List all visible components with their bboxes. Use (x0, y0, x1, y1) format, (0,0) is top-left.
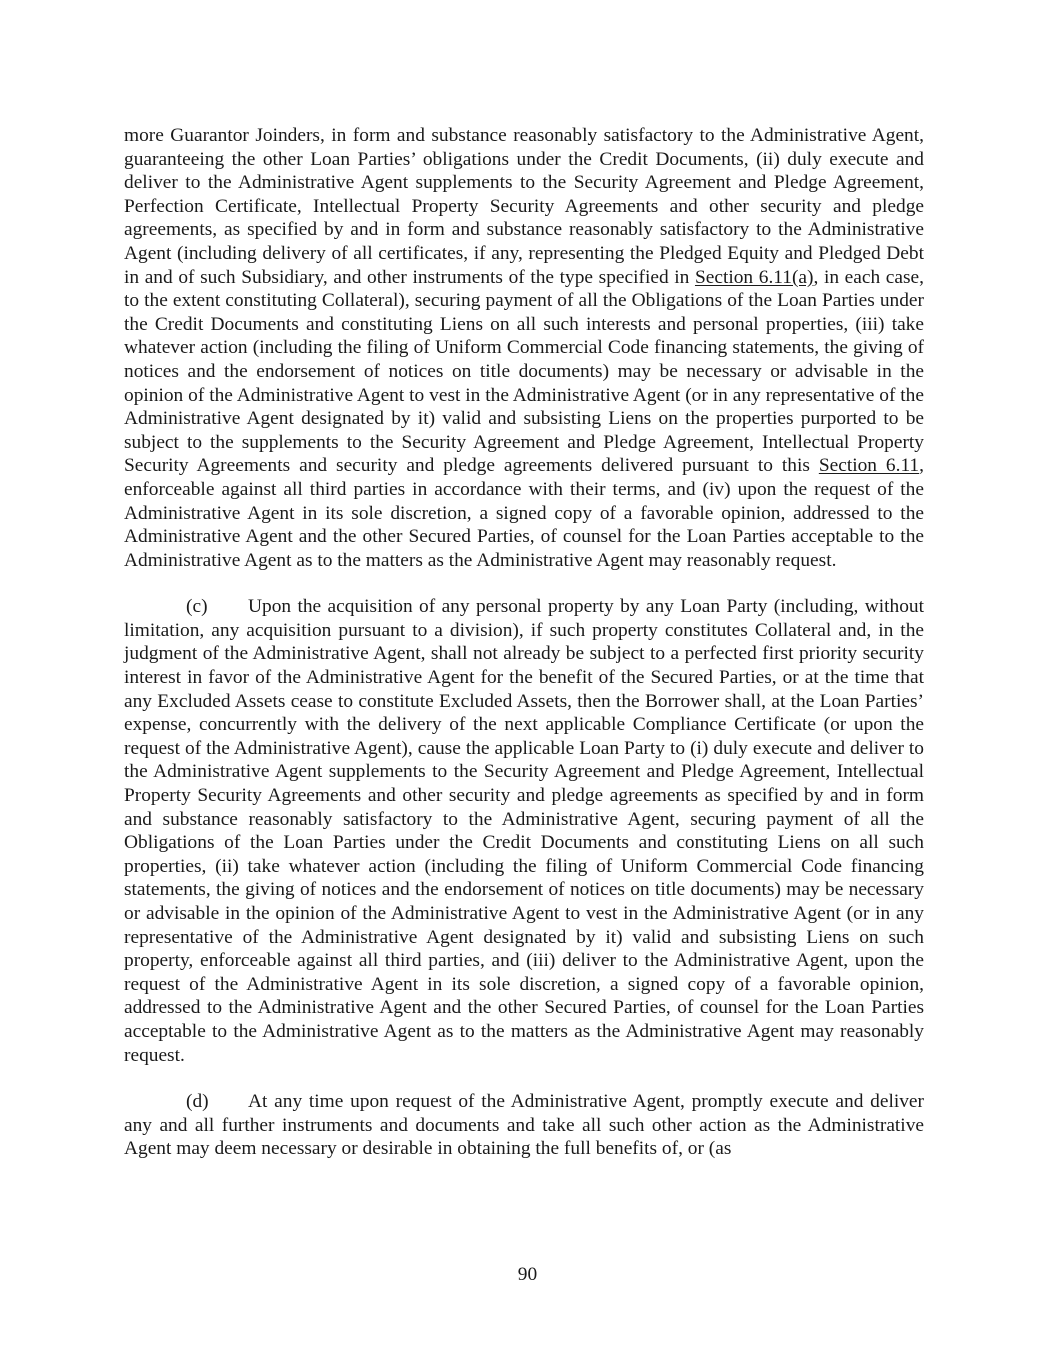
paragraph-c (124, 595, 924, 1067)
section-reference-6-11-a: Section 6.11(a) (694, 266, 814, 288)
paragraph-d (124, 1090, 924, 1161)
paragraph-b-continuation (124, 124, 924, 572)
paragraph-text: At any time upon request of the Administrative Agent, promptly execute and deliver any and all further instruments and documents and take all such other action as the Administrative Agent may deem necessary or desirable in obtaining the full benefits of, or (as (124, 1091, 924, 1160)
document-page (124, 124, 924, 1184)
paragraph-text: more Guarantor Joinders, in form and substance reasonably satisfactory to the Administrative Agent, guaranteeing the other Loan Parties’ obligations under the Credit Documents, (ii) duly execute and deliver to the Administrative Agent supplements to the Security Agreement and Pledge Agreement, Perfection Certificate, Intellectual Property Security Agreements and other security and pledge agreements, as specified by and in form and substance reasonably satisfactory to the Administrative Agent (including delivery of all certificates, if any, representing the Pledged Equity and Pledged Debt in and of such Subsidiary, and other instruments of the type specified in (124, 125, 924, 288)
paragraph-text: , enforceable against all third parties in accordance with their terms, and (iv) upon the request of the Administrative Agent in its sole discretion, a signed copy of a favorable opinion, addressed to the Administrative Agent and the other Secured Parties, of counsel for the Loan Parties acceptable to the Administrative Agent as to the matters as the Administrative Agent may reasonably request. (124, 455, 924, 571)
page-number: 90 (517, 1264, 538, 1285)
section-reference-6-11: Section 6.11 (818, 455, 920, 477)
paragraph-label-c: (c) (186, 596, 208, 618)
paragraph-label-d: (d) (186, 1091, 209, 1113)
paragraph-text: , in each case, to the extent constituting Collateral), securing payment of all the Obligations of the Loan Parties under the Credit Documents and constituting Liens on all such interests and personal properties, (iii) take whatever action (including the filing of Uniform Commercial Code financing statements, the giving of notices and the endorsement of notices on title documents) may be necessary or advisable in the opinion of the Administrative Agent to vest in the Administrative Agent (or in any representative of the Administrative Agent designated by it) valid and subsisting Liens on the properties purported to be subject to the supplements to the Security Agreement and Pledge Agreement, Intellectual Property Security Agreements and security and pledge agreements delivered pursuant to this (124, 266, 924, 477)
paragraph-text: Upon the acquisition of any personal property by any Loan Party (including, without limitation, any acquisition pursuant to a division), if such property constitutes Collateral and, in the judgment of the Administrative Agent, shall not already be subject to a perfected first priority security interest in favor of the Administrative Agent for the benefit of the Secured Parties, or at the time that any Excluded Assets cease to constitute Excluded Assets, then the Borrower shall, at the Loan Parties’ expense, concurrently with the delivery of the next applicable Compliance Certificate (or upon the request of the Administrative Agent), cause the applicable Loan Party to (i) duly execute and deliver to the Administrative Agent supplements to the Security Agreement and Pledge Agreement, Intellectual Property Security Agreements and other security and pledge agreements as specified by and in form and substance reasonably satisfactory to the Administrative Agent, securing payment of all the Obligations of the Loan Parties under the Credit Documents and constituting Liens on all such properties, (ii) take whatever action (including the filing of Uniform Commercial Code financing statements, the giving of notices and the endorsement of notices on title documents) may be necessary or advisable in the opinion of the Administrative Agent to vest in the Administrative Agent (or in any representative of the Administrative Agent designated by it) valid and subsisting Liens on such property, enforceable against all third parties, and (iii) deliver to the Administrative Agent, upon the request of the Administrative Agent in its sole discretion, a signed copy of a favorable opinion, addressed to the Administrative Agent and the other Secured Parties, of counsel for the Loan Parties acceptable to the Administrative Agent as to the matters as the Administrative Agent may reasonably request. (124, 596, 924, 1066)
